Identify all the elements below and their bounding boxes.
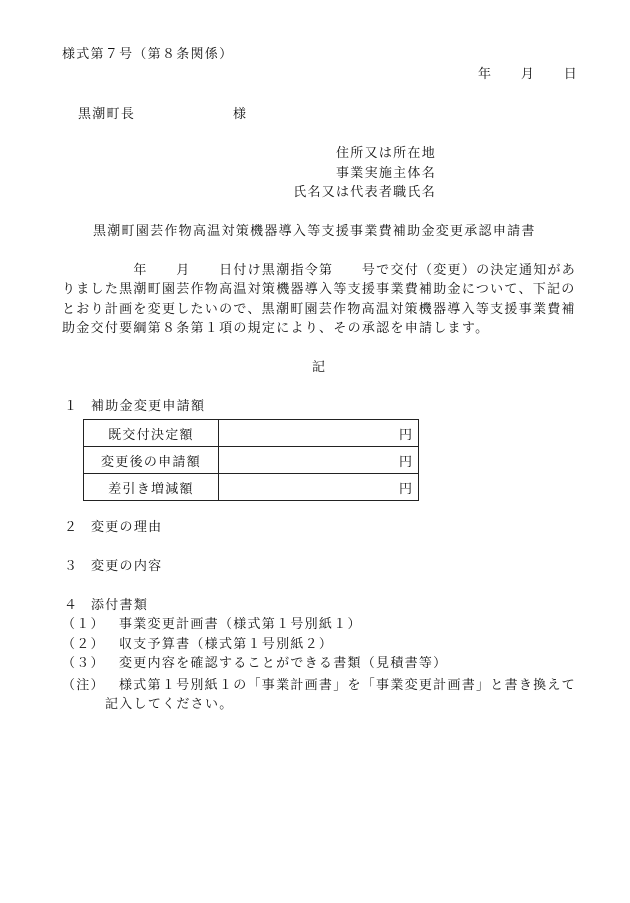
body-line: りました黒潮町園芸作物高温対策機器導入等支援事業費補助金について、下記の bbox=[62, 282, 576, 297]
table-row bbox=[84, 473, 418, 500]
yen-unit: 円 bbox=[398, 454, 412, 470]
addressee-honorific: 様 bbox=[233, 107, 248, 122]
row-label: 変更後の申請額 bbox=[84, 447, 219, 473]
body-line: とおり計画を変更したいので、黒潮町園芸作物高温対策機器導入等支援事業費補 bbox=[62, 302, 576, 317]
item-number: ２ bbox=[64, 520, 79, 535]
yen-unit: 円 bbox=[398, 427, 412, 443]
row-value-cell bbox=[219, 447, 418, 473]
applicant-entity-label: 事業実施主体名 bbox=[336, 166, 436, 181]
note-marker: （注） bbox=[62, 678, 105, 693]
applicant-address-label: 住所又は所在地 bbox=[336, 146, 436, 161]
row-label: 差引き増減額 bbox=[84, 474, 219, 500]
item-number: ４ bbox=[64, 598, 79, 613]
item-label-content: 変更の内容 bbox=[91, 559, 163, 574]
attachment-marker: （１） bbox=[62, 617, 105, 632]
table-row bbox=[84, 420, 418, 446]
applicant-representative-label: 氏名又は代表者職氏名 bbox=[293, 185, 436, 200]
amount-table bbox=[83, 419, 419, 501]
item-number: ３ bbox=[64, 559, 79, 574]
application-date: 年 月 日 bbox=[478, 67, 578, 82]
note-line: 記入してください。 bbox=[105, 697, 234, 712]
item-label-reason: 変更の理由 bbox=[91, 520, 163, 535]
row-value-cell bbox=[219, 420, 418, 446]
note-line: 様式第１号別紙１の「事業計画書」を「事業変更計画書」と書き換えて bbox=[119, 678, 576, 693]
body-line: 年 月 日付け黒潮指令第 号で交付（変更）の決定通知があ bbox=[62, 263, 577, 278]
attachment-marker: （２） bbox=[62, 637, 105, 652]
row-label: 既交付決定額 bbox=[84, 420, 219, 446]
addressee-name: 黒潮町長 bbox=[78, 107, 136, 122]
attachment-marker: （３） bbox=[62, 656, 105, 671]
attachment-item: 変更内容を確認することができる書類（見積書等） bbox=[119, 656, 448, 671]
ki-heading: 記 bbox=[312, 360, 327, 375]
item-label-amount: 補助金変更申請額 bbox=[91, 399, 206, 414]
row-value-cell bbox=[219, 474, 418, 500]
attachment-item: 事業変更計画書（様式第１号別紙１） bbox=[119, 617, 362, 632]
form-number: 様式第７号（第８条関係） bbox=[62, 47, 234, 62]
body-line: 助金交付要綱第８条第１項の規定により、その承認を申請します。 bbox=[62, 321, 490, 336]
document-title: 黒潮町園芸作物高温対策機器導入等支援事業費補助金変更承認申請書 bbox=[93, 224, 536, 239]
yen-unit: 円 bbox=[398, 481, 412, 497]
item-number: １ bbox=[64, 399, 79, 414]
table-row bbox=[84, 446, 418, 473]
attachment-item: 収支予算書（様式第１号別紙２） bbox=[119, 637, 334, 652]
item-label-attachments: 添付書類 bbox=[91, 598, 149, 613]
